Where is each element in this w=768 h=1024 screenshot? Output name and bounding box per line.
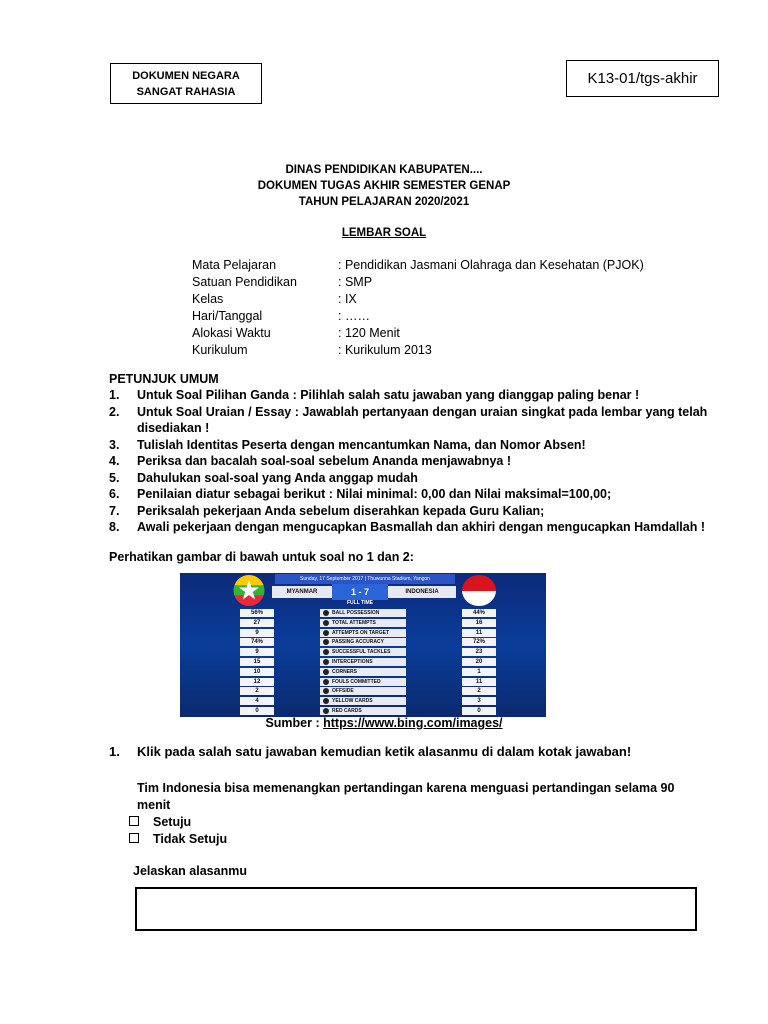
info-label: Kelas xyxy=(192,292,224,306)
document-code: K13-01/tgs-akhir xyxy=(587,70,698,87)
checkbox-icon[interactable] xyxy=(129,833,139,843)
match-status: FULL TIME xyxy=(346,600,373,606)
stat-label xyxy=(320,707,406,715)
instruction-text: Tulislah Identitas Peserta dengan mencantumkan Nama, dan Nomor Absen! xyxy=(137,437,586,452)
question-number: 1. xyxy=(109,744,120,759)
image-source xyxy=(0,716,768,730)
match-date: Sunday, 17 September 2017 | Thuwunna Stadium, Yangon xyxy=(275,574,455,584)
stat-left-value: 10 xyxy=(240,668,274,676)
instruction-number: 4. xyxy=(109,454,120,468)
stat-right-value: 23 xyxy=(462,648,496,656)
stat-label-text: INTERCEPTIONS xyxy=(332,659,373,665)
info-value: : 120 Menit xyxy=(338,326,400,340)
stat-category-icon xyxy=(323,649,329,655)
checkbox-icon[interactable] xyxy=(129,816,139,826)
indonesia-flag-icon xyxy=(462,575,496,606)
match-stats-image xyxy=(180,573,546,717)
stat-right-value: 44% xyxy=(462,609,496,617)
question-statement: Tim Indonesia bisa memenangkan pertandingan karena menguasi pertandingan selama 90 menit xyxy=(137,781,675,812)
instruction-item xyxy=(109,486,709,503)
instruction-item xyxy=(109,437,709,454)
instruction-item xyxy=(109,453,709,470)
document-classification-box xyxy=(110,63,262,104)
stat-left-value: 74% xyxy=(240,638,274,646)
classification-line-2: SANGAT RAHASIA xyxy=(136,86,236,98)
instruction-item xyxy=(109,503,709,520)
stat-category-icon xyxy=(323,630,329,636)
instruction-item xyxy=(109,470,709,487)
stat-label xyxy=(320,697,406,705)
stat-category-icon xyxy=(323,639,329,645)
stat-label-text: YELLOW CARDS xyxy=(332,698,373,705)
stat-label-text: PASSING ACCURACY xyxy=(332,639,384,646)
stat-label-text: SUCCESSFUL TACKLES xyxy=(332,649,391,656)
team-right: INDONESIA xyxy=(388,586,456,598)
stat-label xyxy=(320,687,406,695)
stat-row xyxy=(180,638,546,647)
stat-left-value: 9 xyxy=(240,648,274,656)
stat-right-value: 72% xyxy=(462,638,496,646)
instruction-text: Penilaian diatur sebagai berikut : Nilai minimal: 0,00 dan Nilai maksimal=100,00; xyxy=(137,487,612,501)
question-instruction: Klik pada salah satu jawaban kemudian ketik alasanmu di dalam kotak jawaban! xyxy=(137,744,632,759)
info-label: Hari/Tanggal xyxy=(192,309,263,323)
match-score: 1 - 7 xyxy=(332,584,388,600)
stat-right-value: 11 xyxy=(462,629,496,637)
stat-label xyxy=(320,638,406,646)
sheet-title: LEMBAR SOAL xyxy=(341,227,427,239)
instruction-number: 1. xyxy=(109,388,120,402)
stat-label-text: CORNERS xyxy=(332,668,358,675)
instruction-item xyxy=(109,519,709,536)
match-stats-board xyxy=(180,573,546,717)
stat-row xyxy=(180,678,546,687)
instruction-text: Periksa dan bacalah soal-soal sebelum Ananda menjawabnya ! xyxy=(137,454,511,468)
stat-category-icon xyxy=(323,708,329,714)
option-tidak-setuju[interactable] xyxy=(129,832,227,846)
stat-left-value: 15 xyxy=(240,658,274,666)
stat-left-value: 0 xyxy=(240,707,274,715)
info-value: : …… xyxy=(338,309,370,323)
stat-category-icon xyxy=(323,620,329,626)
instruction-text: Dahulukan soal-soal yang Anda anggap mudah xyxy=(137,470,418,485)
info-value: : SMP xyxy=(338,275,373,289)
instructions-title: PETUNJUK UMUM xyxy=(109,372,219,386)
info-label: Satuan Pendidikan xyxy=(192,275,297,289)
stat-label-text: BALL POSSESSION xyxy=(332,610,380,616)
stat-category-icon xyxy=(323,669,329,675)
stat-label-text: FOULS COMMITTED xyxy=(332,678,381,685)
explain-label: Jelaskan alasanmu xyxy=(133,864,247,878)
header-line-2: DOKUMEN TUGAS AKHIR SEMESTER GENAP xyxy=(257,180,511,192)
document-code-box xyxy=(566,60,719,97)
info-value: : Kurikulum 2013 xyxy=(338,343,432,357)
stat-row xyxy=(180,609,546,618)
instruction-item xyxy=(109,404,709,437)
info-value: : Pendidikan Jasmani Olahraga dan Kesehatan (PJOK) xyxy=(338,258,644,272)
info-value: : IX xyxy=(338,292,357,306)
stat-left-value: 27 xyxy=(240,619,274,627)
stat-label-text: OFFSIDE xyxy=(332,688,354,695)
stat-category-icon xyxy=(323,679,329,685)
source-prefix: Sumber : xyxy=(265,716,324,730)
stat-right-value: 11 xyxy=(462,678,496,686)
option-label: Tidak Setuju xyxy=(153,832,228,846)
source-link[interactable]: https://www.bing.com/images/ xyxy=(323,716,503,730)
stat-left-value: 9 xyxy=(240,629,274,637)
stat-row xyxy=(180,619,546,628)
stat-right-value: 20 xyxy=(462,658,496,666)
instruction-number: 2. xyxy=(109,404,120,419)
stat-label xyxy=(320,678,406,686)
answer-text-box[interactable] xyxy=(135,887,697,931)
instruction-number: 8. xyxy=(109,520,120,534)
stat-label xyxy=(320,609,406,617)
stat-right-value: 0 xyxy=(462,707,496,715)
stat-label-text: TOTAL ATTEMPTS xyxy=(332,619,376,626)
stat-right-value: 3 xyxy=(462,697,496,705)
image-prompt: Perhatikan gambar di bawah untuk soal no 1 dan 2: xyxy=(109,550,414,564)
team-left: MYANMAR xyxy=(272,586,332,598)
stat-left-value: 56% xyxy=(240,609,274,617)
stat-row xyxy=(180,668,546,677)
info-label: Mata Pelajaran xyxy=(192,258,277,272)
option-setuju[interactable] xyxy=(129,815,191,829)
instruction-text: Awali pekerjaan dengan mengucapkan Basmallah dan akhiri dengan mengucapkan Hamdallah ! xyxy=(137,520,705,534)
instruction-text: Untuk Soal Pilihan Ganda : Pilihlah salah satu jawaban yang dianggap paling benar ! xyxy=(137,388,640,402)
instruction-text: Untuk Soal Uraian / Essay : Jawablah pertanyaan dengan uraian singkat pada lembar yang telah disediakan ! xyxy=(137,404,708,435)
stat-category-icon xyxy=(323,698,329,704)
myanmar-flag-icon xyxy=(232,575,266,606)
stat-label xyxy=(320,668,406,676)
instruction-number: 3. xyxy=(109,437,120,452)
info-label: Kurikulum xyxy=(192,343,248,357)
stat-row xyxy=(180,687,546,696)
stat-label xyxy=(320,648,406,656)
stat-category-icon xyxy=(323,610,329,616)
stat-left-value: 2 xyxy=(240,687,274,695)
stat-row xyxy=(180,707,546,716)
option-label: Setuju xyxy=(153,815,192,829)
instruction-text: Periksalah pekerjaan Anda sebelum diserahkan kepada Guru Kalian; xyxy=(137,503,545,518)
stat-row xyxy=(180,658,546,667)
header-line-1: DINAS PENDIDIKAN KABUPATEN.... xyxy=(285,164,483,176)
stat-left-value: 4 xyxy=(240,697,274,705)
stat-right-value: 1 xyxy=(462,668,496,676)
stat-right-value: 2 xyxy=(462,687,496,695)
document-header xyxy=(0,162,768,210)
stat-right-value: 16 xyxy=(462,619,496,627)
stat-label xyxy=(320,658,406,666)
stat-label xyxy=(320,629,406,637)
stat-label xyxy=(320,619,406,627)
stat-row xyxy=(180,648,546,657)
stat-label-text: RED CARDS xyxy=(332,708,362,714)
stat-row xyxy=(180,629,546,638)
instruction-number: 5. xyxy=(109,470,120,485)
instruction-number: 7. xyxy=(109,503,120,518)
header-line-3: TAHUN PELAJARAN 2020/2021 xyxy=(298,196,470,208)
stat-category-icon xyxy=(323,688,329,694)
classification-line-1: DOKUMEN NEGARA xyxy=(132,70,240,82)
stat-left-value: 12 xyxy=(240,678,274,686)
instruction-item xyxy=(109,387,709,404)
stat-category-icon xyxy=(323,659,329,665)
instruction-number: 6. xyxy=(109,487,120,501)
stat-row xyxy=(180,697,546,706)
info-label: Alokasi Waktu xyxy=(192,326,271,340)
stat-label-text: ATTEMPTS ON TARGET xyxy=(332,629,390,636)
instructions-list xyxy=(109,387,709,536)
